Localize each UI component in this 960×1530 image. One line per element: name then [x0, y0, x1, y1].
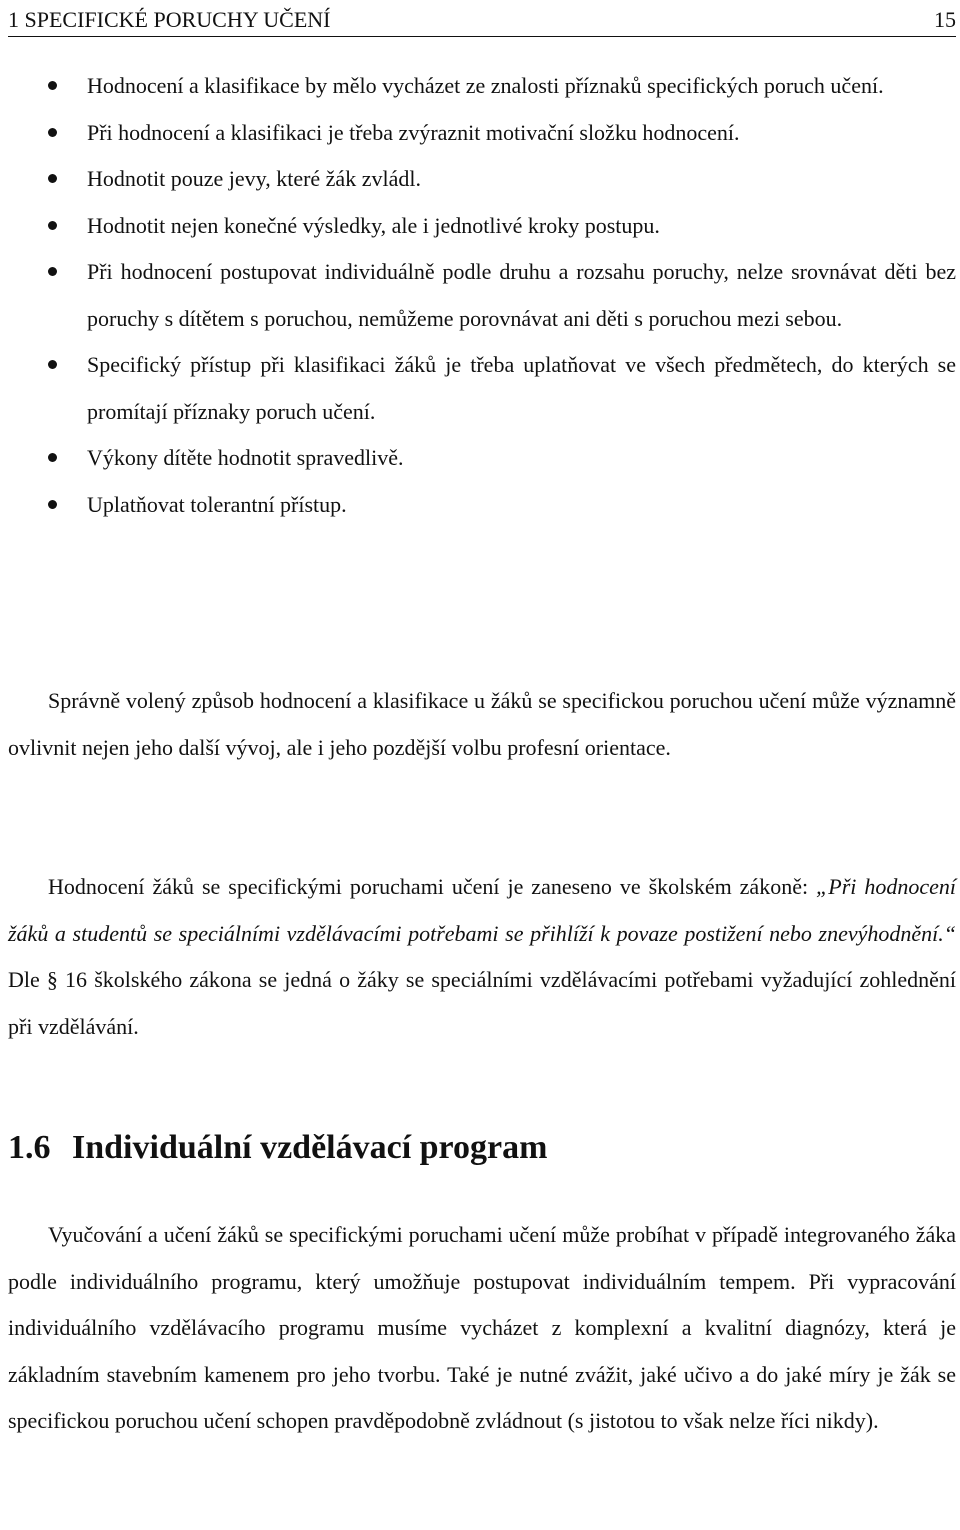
- bullet-text: Výkony dítěte hodnotit spravedlivě.: [87, 445, 404, 470]
- bullet-item: [8, 249, 956, 342]
- paragraph-individual-program: Vyučování a učení žáků se specifickými poruchami učení může probíhat v případě integrovaného žáka podle individuálního programu, který umožňuje postupovat individuálním tempem. Při vypracování individuálního vzdělávacího programu musíme vycházet z komplexní a kvalitní diagnózy, která je základním stavebním kamenem pro jeho tvorbu. Také je nutné zvážit, jaké učivo a do jaké míry je žák se specifickou poruchou učení schopen pravděpodobně zvládnout (s jistotou to však nelze říci nikdy).: [8, 1222, 956, 1433]
- bullet-icon: [48, 267, 57, 276]
- bullet-item: [8, 110, 956, 157]
- section-heading: [8, 1122, 956, 1174]
- bullet-item: [8, 482, 956, 529]
- bullet-icon: [48, 174, 57, 183]
- bullet-text: Specifický přístup při klasifikaci žáků je třeba uplatňovat ve všech předmětech, do kterých se promítají příznaky poruch učení.: [87, 352, 956, 424]
- bullet-text: Při hodnocení a klasifikaci je třeba zvýraznit motivační složku hodnocení.: [87, 119, 740, 145]
- bullet-item: [8, 203, 956, 250]
- bullet-item: [8, 342, 956, 435]
- bullet-list: [8, 63, 956, 528]
- law-intro-text: Hodnocení žáků se specifickými poruchami učení je zaneseno ve školském zákoně:: [48, 874, 817, 899]
- bullet-item: [8, 156, 956, 203]
- bullet-text: Hodnotit nejen konečné výsledky, ale i jednotlivé kroky postupu.: [87, 212, 660, 238]
- bullet-text: Při hodnocení postupovat individuálně podle druhu a rozsahu poruchy, nelze srovnávat děti bez poruchy s dítětem s poruchou, nemůžeme porovnávat ani děti s poruchou mezi sebou.: [87, 259, 956, 331]
- section-number: 1.6: [8, 1129, 51, 1166]
- bullet-icon: [48, 128, 57, 137]
- bullet-item: [8, 63, 956, 110]
- document-page: [8, 0, 956, 1530]
- law-rest-text: Dle § 16 školského zákona se jedná o žáky se speciálními vzdělávacími potřebami vyžadující zohlednění při vzdělávání.: [8, 967, 956, 1039]
- paragraph-evaluation-importance: Správně volený způsob hodnocení a klasifikace u žáků se specifickou poruchou učení může významně ovlivnit nejen jeho další vývoj, ale i jeho pozdější volbu profesní orientace.: [8, 688, 956, 760]
- bullet-item: [8, 435, 956, 482]
- section-title: Individuální vzdělávací program: [72, 1129, 548, 1166]
- bullet-icon: [48, 360, 57, 369]
- bullet-icon: [48, 453, 57, 462]
- bullet-text: Hodnotit pouze jevy, které žák zvládl.: [87, 166, 421, 191]
- bullet-icon: [48, 81, 57, 90]
- law-quote: „Při hodnocení žáků a studentů se speciálními vzdělávacími potřebami se přihlíží k povaze postižení nebo znevýhodnění.“: [8, 874, 956, 946]
- running-header: [8, 4, 956, 37]
- bullet-text: Hodnocení a klasifikace by mělo vycházet ze znalosti příznaků specifických poruch učení.: [87, 73, 884, 98]
- bullet-text: Uplatňovat tolerantní přístup.: [87, 491, 347, 517]
- bullet-icon: [48, 500, 57, 509]
- bullet-icon: [48, 221, 57, 230]
- chapter-title: 1 SPECIFICKÉ PORUCHY UČENÍ: [8, 7, 331, 32]
- paragraph-school-law: [8, 864, 956, 1050]
- page-number: 15: [934, 7, 956, 32]
